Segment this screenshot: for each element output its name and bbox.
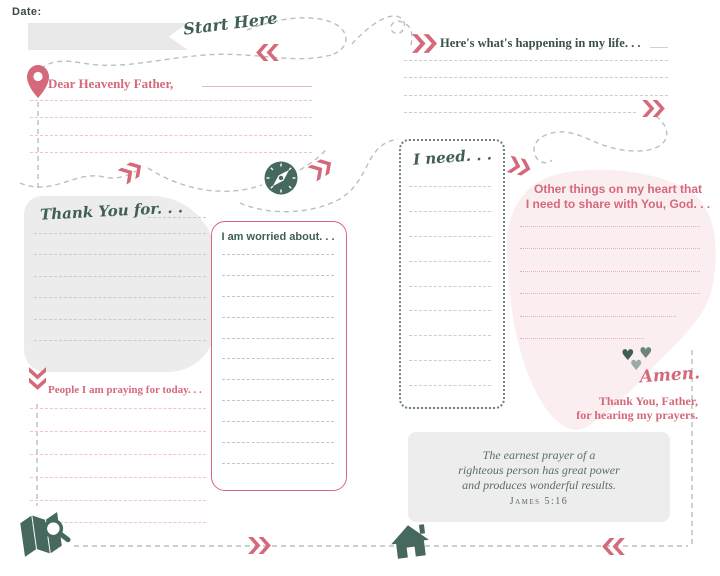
closing-text	[576, 394, 698, 422]
worried-heading: I am worried about. . .	[221, 231, 335, 243]
need-heading: I need. . .	[412, 145, 493, 169]
salutation-writing-lines	[30, 100, 312, 153]
closing-line1: Thank You, Father,	[598, 394, 698, 408]
closing-line2: for hearing my prayers.	[576, 408, 698, 422]
verse-line1: The earnest prayer of a	[482, 448, 596, 462]
map-search-icon	[18, 508, 72, 560]
chevron-down-icon	[29, 367, 46, 390]
home-icon	[391, 523, 433, 563]
chevron-left-icon	[602, 538, 625, 555]
date-label: Date:	[12, 6, 42, 18]
other-things-heading-line2: I need to share with You, God. . .	[525, 197, 711, 211]
verse-line3: and produces wonderful results.	[462, 478, 616, 492]
worried-writing-lines	[222, 254, 334, 464]
happening-writing-lines	[404, 60, 668, 113]
people-heading: People I am praying for today. . .	[48, 384, 202, 396]
chevron-right-icon	[412, 34, 437, 53]
start-here-label: Start Here	[182, 8, 279, 39]
happening-heading: Here's what's happening in my life. . .	[440, 36, 641, 50]
heart-icon: ♥	[621, 346, 635, 364]
chevron-right-icon	[248, 537, 271, 554]
location-pin-icon	[26, 64, 50, 100]
people-writing-lines	[30, 408, 206, 523]
thank-you-heading: Thank You for. . .	[39, 198, 184, 224]
verse-reference: James 5:16	[509, 496, 569, 507]
heart-icon: ♥	[630, 358, 643, 374]
other-things-heading-line1: Other things on my heart that	[533, 182, 702, 196]
heart-icon: ♥	[639, 344, 653, 362]
happening-rule	[650, 47, 668, 48]
need-writing-lines	[409, 186, 491, 386]
compass-icon	[263, 160, 299, 196]
salutation-heading: Dear Heavenly Father,	[48, 76, 174, 91]
other-things-writing-lines	[520, 226, 700, 339]
thank-you-writing-lines	[34, 233, 206, 341]
salutation-rule	[202, 86, 312, 87]
chevron-right-icon	[642, 100, 665, 117]
verse-line2: righteous person has great power	[458, 463, 620, 477]
chevron-left-icon	[256, 44, 279, 61]
thank-you-rule	[148, 217, 206, 218]
amen-label: Amen.	[639, 363, 701, 388]
other-things-heading	[518, 182, 718, 212]
